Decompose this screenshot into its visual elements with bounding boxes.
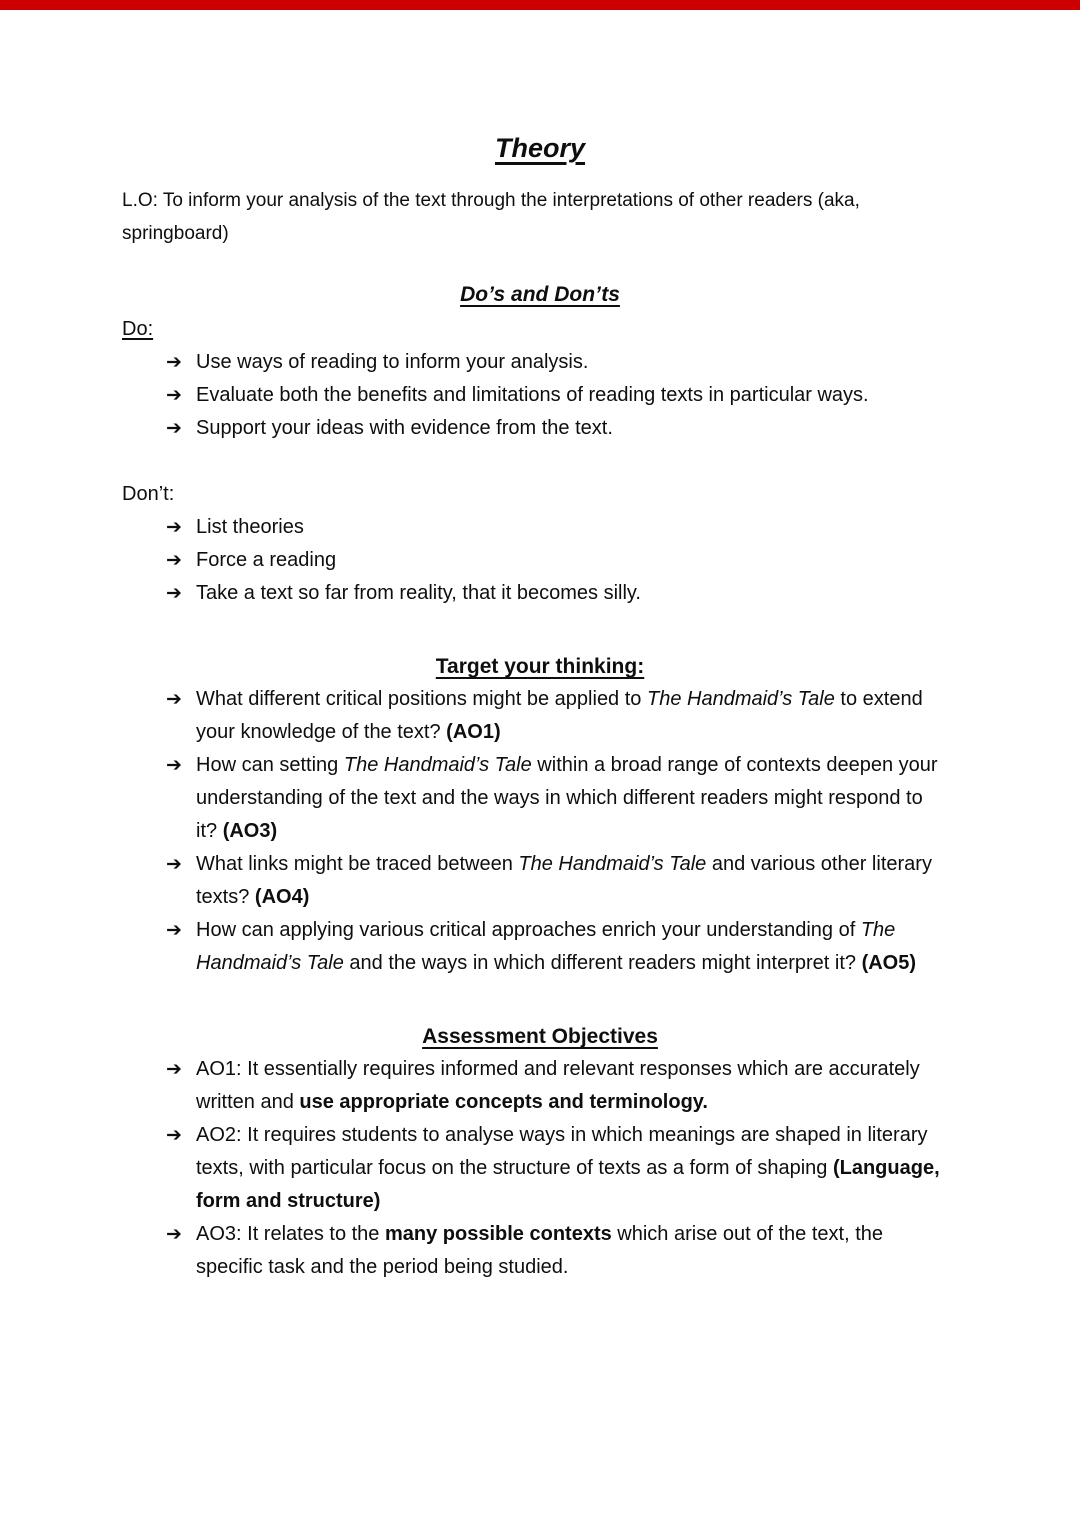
arrow-bullet-icon: ➔ — [166, 351, 182, 373]
bullet-text: How can setting The Handmaid’s Tale within a broad range of contexts deepen your understanding of the text and the ways in which different readers might respond to it? (AO3) — [196, 754, 938, 842]
bullet-item — [166, 544, 958, 577]
arrow-bullet-icon: ➔ — [166, 1124, 182, 1146]
arrow-bullet-icon: ➔ — [166, 582, 182, 604]
bullet-item — [166, 1053, 958, 1119]
bullet-text: AO3: It relates to the many possible contexts which arise out of the text, the specific task and the period being studied. — [196, 1223, 883, 1278]
bullet-item — [166, 511, 958, 544]
section-heading-target-your-thinking: Target your thinking: — [435, 655, 645, 678]
bullet-text: List theories — [196, 516, 304, 538]
bullet-text: Force a reading — [196, 549, 337, 571]
arrow-bullet-icon: ➔ — [166, 919, 182, 941]
bullet-item — [166, 848, 958, 914]
bullet-item — [166, 683, 958, 749]
top-accent-bar — [0, 0, 1080, 10]
bullet-text: How can applying various critical approaches enrich your understanding of The Handmaid’s Tale and the ways in which different readers might interpret it? (AO5) — [196, 919, 917, 974]
arrow-bullet-icon: ➔ — [166, 754, 182, 776]
bullet-item — [166, 749, 958, 848]
group-label-do: Do: — [122, 318, 154, 340]
bullet-item — [166, 379, 958, 412]
bullet-item — [166, 1218, 958, 1284]
section-heading-assessment-objectives: Assessment Objectives — [422, 1025, 658, 1048]
bullet-text: Evaluate both the benefits and limitations of reading texts in particular ways. — [196, 384, 869, 406]
section-heading-dos-and-donts: Do’s and Don’ts — [460, 283, 620, 306]
arrow-bullet-icon: ➔ — [166, 417, 182, 439]
bullet-item — [166, 1119, 958, 1218]
bullet-text: AO1: It essentially requires informed and relevant responses which are accurately written and use appropriate concepts and terminology. — [196, 1058, 920, 1113]
bullet-item — [166, 914, 958, 980]
arrow-bullet-icon: ➔ — [166, 1058, 182, 1080]
arrow-bullet-icon: ➔ — [166, 853, 182, 875]
target-your-thinking-list — [122, 683, 958, 980]
document-title: Theory — [494, 133, 586, 163]
arrow-bullet-icon: ➔ — [166, 384, 182, 406]
bullet-item — [166, 412, 958, 445]
bullet-text: What different critical positions might be applied to The Handmaid’s Tale to extend your knowledge of the text? (AO1) — [196, 688, 923, 743]
bullet-text: Support your ideas with evidence from the text. — [196, 417, 613, 439]
bullet-item — [166, 346, 958, 379]
assessment-objectives-list — [122, 1053, 958, 1284]
bullet-text: What links might be traced between The Handmaid’s Tale and various other literary texts? (AO4) — [196, 853, 932, 908]
bullet-text: Use ways of reading to inform your analysis. — [196, 351, 589, 373]
arrow-bullet-icon: ➔ — [166, 688, 182, 710]
bullet-text: Take a text so far from reality, that it becomes silly. — [196, 582, 641, 604]
arrow-bullet-icon: ➔ — [166, 1223, 182, 1245]
bullet-text: AO2: It requires students to analyse ways in which meanings are shaped in literary texts, with particular focus on the structure of texts as a form of shaping (Language, form and structure) — [196, 1124, 940, 1212]
arrow-bullet-icon: ➔ — [166, 549, 182, 571]
arrow-bullet-icon: ➔ — [166, 516, 182, 538]
group-label-dont: Don’t: — [122, 483, 175, 505]
do-list — [122, 346, 958, 445]
learning-objective: L.O: To inform your analysis of the text through the interpretations of other readers (aka, springboard) — [122, 190, 860, 244]
dont-list — [122, 511, 958, 610]
bullet-item — [166, 577, 958, 610]
